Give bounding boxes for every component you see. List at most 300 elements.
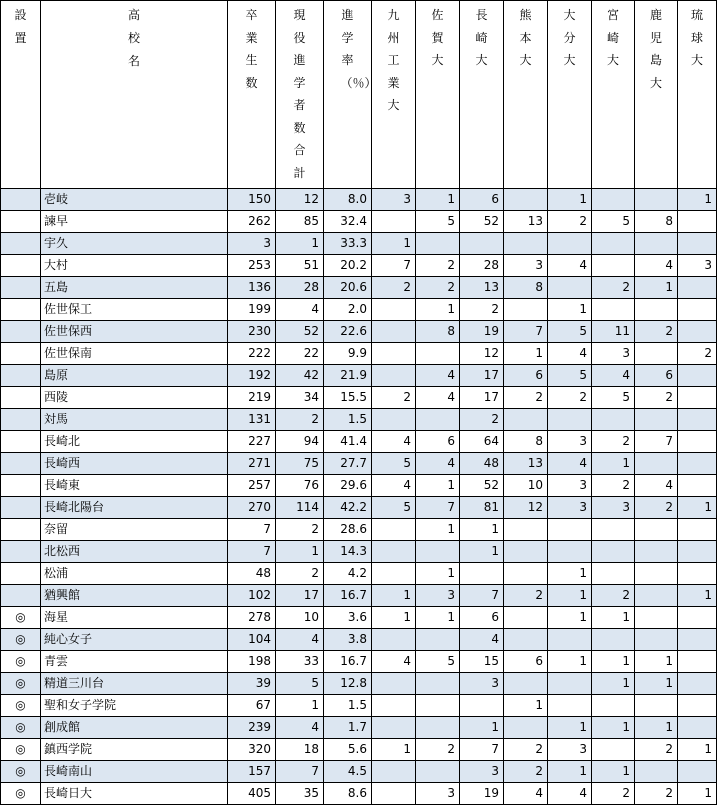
miyazaki-cell xyxy=(592,739,635,761)
rate-cell: 4.2 xyxy=(324,563,372,585)
table-row xyxy=(1,277,717,299)
rate-cell: 20.6 xyxy=(324,277,372,299)
header-row xyxy=(1,1,717,189)
current-total-cell: 2 xyxy=(276,519,324,541)
nagasaki-cell: 6 xyxy=(460,607,504,629)
kumamoto-cell xyxy=(504,629,548,651)
miyazaki-cell: 5 xyxy=(592,211,635,233)
kagoshima-cell xyxy=(635,233,678,255)
table-row xyxy=(1,541,717,563)
nagasaki-cell: 19 xyxy=(460,783,504,805)
nagasaki-cell: 1 xyxy=(460,519,504,541)
kagoshima-cell: 2 xyxy=(635,497,678,519)
table-row xyxy=(1,519,717,541)
kagoshima-cell xyxy=(635,189,678,211)
miyazaki-cell: 3 xyxy=(592,343,635,365)
setchi-mark xyxy=(1,189,41,211)
saga-cell: 8 xyxy=(416,321,460,343)
graduates-cell: 102 xyxy=(228,585,276,607)
school-name: 対馬 xyxy=(41,409,228,431)
kyutech-cell xyxy=(372,629,416,651)
kumamoto-cell: 1 xyxy=(504,695,548,717)
kagoshima-cell xyxy=(635,343,678,365)
nagasaki-cell: 7 xyxy=(460,585,504,607)
nagasaki-cell xyxy=(460,563,504,585)
kumamoto-cell xyxy=(504,189,548,211)
graduates-cell: 104 xyxy=(228,629,276,651)
graduates-cell: 157 xyxy=(228,761,276,783)
kyutech-cell: 1 xyxy=(372,585,416,607)
nagasaki-cell: 15 xyxy=(460,651,504,673)
miyazaki-cell xyxy=(592,629,635,651)
kumamoto-cell: 1 xyxy=(504,343,548,365)
miyazaki-cell: 1 xyxy=(592,761,635,783)
miyazaki-cell xyxy=(592,255,635,277)
ryukyu-cell xyxy=(678,409,717,431)
graduates-cell: 230 xyxy=(228,321,276,343)
graduates-cell: 136 xyxy=(228,277,276,299)
kagoshima-cell xyxy=(635,409,678,431)
oita-cell: 3 xyxy=(548,475,592,497)
kyutech-cell xyxy=(372,673,416,695)
miyazaki-cell: 1 xyxy=(592,717,635,739)
current-total-cell: 76 xyxy=(276,475,324,497)
current-total-cell: 94 xyxy=(276,431,324,453)
nagasaki-cell: 17 xyxy=(460,387,504,409)
kagoshima-cell xyxy=(635,299,678,321)
saga-cell: 7 xyxy=(416,497,460,519)
ryukyu-cell xyxy=(678,651,717,673)
header-miyazaki: 宮崎大 xyxy=(592,1,635,189)
kagoshima-cell xyxy=(635,695,678,717)
graduates-cell: 131 xyxy=(228,409,276,431)
nagasaki-cell: 13 xyxy=(460,277,504,299)
kumamoto-cell xyxy=(504,563,548,585)
miyazaki-cell: 5 xyxy=(592,387,635,409)
kumamoto-cell xyxy=(504,541,548,563)
ryukyu-cell xyxy=(678,321,717,343)
setchi-mark: ◎ xyxy=(1,629,41,651)
nagasaki-cell: 19 xyxy=(460,321,504,343)
kyutech-cell xyxy=(372,783,416,805)
saga-cell: 6 xyxy=(416,431,460,453)
ryukyu-cell xyxy=(678,365,717,387)
kumamoto-cell xyxy=(504,717,548,739)
school-name: 長崎日大 xyxy=(41,783,228,805)
table-row xyxy=(1,233,717,255)
ryukyu-cell: 2 xyxy=(678,343,717,365)
header-rate: 進学率（％） xyxy=(324,1,372,189)
nagasaki-cell: 81 xyxy=(460,497,504,519)
ryukyu-cell xyxy=(678,673,717,695)
kumamoto-cell xyxy=(504,299,548,321)
miyazaki-cell xyxy=(592,563,635,585)
saga-cell: 1 xyxy=(416,519,460,541)
kyutech-cell: 1 xyxy=(372,607,416,629)
current-total-cell: 34 xyxy=(276,387,324,409)
oita-cell: 2 xyxy=(548,387,592,409)
kyutech-cell xyxy=(372,409,416,431)
nagasaki-cell: 52 xyxy=(460,211,504,233)
saga-cell: 4 xyxy=(416,387,460,409)
ryukyu-cell xyxy=(678,541,717,563)
rate-cell: 28.6 xyxy=(324,519,372,541)
graduates-cell: 239 xyxy=(228,717,276,739)
current-total-cell: 18 xyxy=(276,739,324,761)
oita-cell: 4 xyxy=(548,783,592,805)
table-row xyxy=(1,299,717,321)
kyutech-cell: 4 xyxy=(372,475,416,497)
table-row xyxy=(1,739,717,761)
nagasaki-cell: 6 xyxy=(460,189,504,211)
table-row xyxy=(1,607,717,629)
rate-cell: 21.9 xyxy=(324,365,372,387)
table-row xyxy=(1,673,717,695)
oita-cell: 1 xyxy=(548,607,592,629)
graduates-cell: 320 xyxy=(228,739,276,761)
saga-cell xyxy=(416,541,460,563)
miyazaki-cell: 2 xyxy=(592,585,635,607)
graduates-cell: 222 xyxy=(228,343,276,365)
ryukyu-cell xyxy=(678,453,717,475)
saga-cell: 2 xyxy=(416,255,460,277)
current-total-cell: 17 xyxy=(276,585,324,607)
header-graduates: 卒業生数 xyxy=(228,1,276,189)
current-total-cell: 114 xyxy=(276,497,324,519)
miyazaki-cell: 2 xyxy=(592,783,635,805)
kumamoto-cell: 13 xyxy=(504,211,548,233)
rate-cell: 1.7 xyxy=(324,717,372,739)
rate-cell: 27.7 xyxy=(324,453,372,475)
setchi-mark xyxy=(1,255,41,277)
kagoshima-cell: 2 xyxy=(635,739,678,761)
setchi-mark xyxy=(1,277,41,299)
nagasaki-cell: 1 xyxy=(460,717,504,739)
saga-cell: 2 xyxy=(416,739,460,761)
setchi-mark xyxy=(1,431,41,453)
graduates-cell: 253 xyxy=(228,255,276,277)
setchi-mark xyxy=(1,233,41,255)
setchi-mark: ◎ xyxy=(1,607,41,629)
current-total-cell: 12 xyxy=(276,189,324,211)
ryukyu-cell: 1 xyxy=(678,189,717,211)
kagoshima-cell xyxy=(635,629,678,651)
header-kagoshima: 鹿児島大 xyxy=(635,1,678,189)
kyutech-cell: 2 xyxy=(372,387,416,409)
miyazaki-cell: 2 xyxy=(592,475,635,497)
graduates-cell: 227 xyxy=(228,431,276,453)
kyutech-cell xyxy=(372,519,416,541)
graduates-cell: 199 xyxy=(228,299,276,321)
rate-cell: 4.5 xyxy=(324,761,372,783)
ryukyu-cell xyxy=(678,387,717,409)
rate-cell: 1.5 xyxy=(324,695,372,717)
table-row xyxy=(1,497,717,519)
setchi-mark: ◎ xyxy=(1,673,41,695)
current-total-cell: 35 xyxy=(276,783,324,805)
setchi-mark xyxy=(1,585,41,607)
rate-cell: 1.5 xyxy=(324,409,372,431)
kumamoto-cell: 13 xyxy=(504,453,548,475)
rate-cell: 3.8 xyxy=(324,629,372,651)
school-name: 長崎西 xyxy=(41,453,228,475)
oita-cell: 5 xyxy=(548,365,592,387)
graduates-cell: 7 xyxy=(228,519,276,541)
ryukyu-cell: 1 xyxy=(678,783,717,805)
kagoshima-cell: 6 xyxy=(635,365,678,387)
current-total-cell: 22 xyxy=(276,343,324,365)
kagoshima-cell xyxy=(635,453,678,475)
miyazaki-cell: 1 xyxy=(592,607,635,629)
saga-cell xyxy=(416,761,460,783)
kagoshima-cell: 2 xyxy=(635,321,678,343)
current-total-cell: 4 xyxy=(276,299,324,321)
table-row xyxy=(1,761,717,783)
ryukyu-cell xyxy=(678,629,717,651)
oita-cell: 3 xyxy=(548,739,592,761)
miyazaki-cell: 3 xyxy=(592,497,635,519)
school-name: 西陵 xyxy=(41,387,228,409)
oita-cell xyxy=(548,629,592,651)
oita-cell: 1 xyxy=(548,189,592,211)
header-kyutech: 九州工業大 xyxy=(372,1,416,189)
table-row xyxy=(1,585,717,607)
setchi-mark xyxy=(1,453,41,475)
oita-cell: 3 xyxy=(548,431,592,453)
current-total-cell: 28 xyxy=(276,277,324,299)
nagasaki-cell: 2 xyxy=(460,409,504,431)
current-total-cell: 2 xyxy=(276,563,324,585)
graduates-cell: 270 xyxy=(228,497,276,519)
kyutech-cell: 3 xyxy=(372,189,416,211)
rate-cell: 20.2 xyxy=(324,255,372,277)
saga-cell: 1 xyxy=(416,563,460,585)
current-total-cell: 51 xyxy=(276,255,324,277)
school-name: 猶興館 xyxy=(41,585,228,607)
oita-cell: 1 xyxy=(548,651,592,673)
oita-cell xyxy=(548,673,592,695)
kagoshima-cell: 2 xyxy=(635,387,678,409)
oita-cell: 5 xyxy=(548,321,592,343)
nagasaki-cell: 3 xyxy=(460,673,504,695)
saga-cell xyxy=(416,673,460,695)
saga-cell xyxy=(416,695,460,717)
school-name: 諫早 xyxy=(41,211,228,233)
table-row xyxy=(1,211,717,233)
graduates-cell: 7 xyxy=(228,541,276,563)
school-name: 奈留 xyxy=(41,519,228,541)
kumamoto-cell: 6 xyxy=(504,651,548,673)
rate-cell: 22.6 xyxy=(324,321,372,343)
kagoshima-cell xyxy=(635,519,678,541)
ryukyu-cell: 1 xyxy=(678,739,717,761)
school-name: 北松西 xyxy=(41,541,228,563)
saga-cell: 1 xyxy=(416,189,460,211)
school-name: 佐世保工 xyxy=(41,299,228,321)
miyazaki-cell xyxy=(592,409,635,431)
kyutech-cell xyxy=(372,299,416,321)
oita-cell: 2 xyxy=(548,211,592,233)
graduates-cell: 39 xyxy=(228,673,276,695)
miyazaki-cell xyxy=(592,233,635,255)
oita-cell xyxy=(548,519,592,541)
kumamoto-cell: 2 xyxy=(504,761,548,783)
school-name: 長崎南山 xyxy=(41,761,228,783)
miyazaki-cell: 2 xyxy=(592,431,635,453)
kumamoto-cell: 4 xyxy=(504,783,548,805)
school-name: 精道三川台 xyxy=(41,673,228,695)
nagasaki-cell: 52 xyxy=(460,475,504,497)
kagoshima-cell: 1 xyxy=(635,717,678,739)
school-name: 長崎東 xyxy=(41,475,228,497)
kumamoto-cell: 8 xyxy=(504,277,548,299)
kumamoto-cell: 12 xyxy=(504,497,548,519)
kyutech-cell xyxy=(372,761,416,783)
saga-cell: 3 xyxy=(416,585,460,607)
kyutech-cell xyxy=(372,321,416,343)
header-ryukyu: 琉球大 xyxy=(678,1,717,189)
graduates-cell: 150 xyxy=(228,189,276,211)
miyazaki-cell: 1 xyxy=(592,651,635,673)
ryukyu-cell xyxy=(678,277,717,299)
school-name: 鎮西学院 xyxy=(41,739,228,761)
kagoshima-cell: 2 xyxy=(635,783,678,805)
oita-cell: 3 xyxy=(548,497,592,519)
setchi-mark xyxy=(1,519,41,541)
setchi-mark xyxy=(1,211,41,233)
rate-cell: 32.4 xyxy=(324,211,372,233)
kumamoto-cell: 2 xyxy=(504,387,548,409)
kyutech-cell: 7 xyxy=(372,255,416,277)
current-total-cell: 75 xyxy=(276,453,324,475)
oita-cell: 1 xyxy=(548,585,592,607)
graduates-cell: 67 xyxy=(228,695,276,717)
nagasaki-cell: 4 xyxy=(460,629,504,651)
kyutech-cell: 4 xyxy=(372,431,416,453)
kumamoto-cell: 8 xyxy=(504,431,548,453)
miyazaki-cell: 1 xyxy=(592,673,635,695)
current-total-cell: 4 xyxy=(276,717,324,739)
ryukyu-cell: 1 xyxy=(678,585,717,607)
kyutech-cell xyxy=(372,211,416,233)
table-row xyxy=(1,695,717,717)
graduates-cell: 257 xyxy=(228,475,276,497)
header-nagasaki: 長崎大 xyxy=(460,1,504,189)
ryukyu-cell xyxy=(678,475,717,497)
oita-cell: 1 xyxy=(548,563,592,585)
kyutech-cell xyxy=(372,563,416,585)
setchi-mark xyxy=(1,365,41,387)
nagasaki-cell: 3 xyxy=(460,761,504,783)
rate-cell: 12.8 xyxy=(324,673,372,695)
school-name: 純心女子 xyxy=(41,629,228,651)
setchi-mark: ◎ xyxy=(1,651,41,673)
rate-cell: 14.3 xyxy=(324,541,372,563)
nagasaki-cell: 64 xyxy=(460,431,504,453)
kyutech-cell: 1 xyxy=(372,233,416,255)
rate-cell: 15.5 xyxy=(324,387,372,409)
kyutech-cell xyxy=(372,717,416,739)
ryukyu-cell xyxy=(678,761,717,783)
graduates-cell: 278 xyxy=(228,607,276,629)
rate-cell: 29.6 xyxy=(324,475,372,497)
kumamoto-cell xyxy=(504,673,548,695)
graduates-cell: 219 xyxy=(228,387,276,409)
oita-cell: 4 xyxy=(548,255,592,277)
header-saga: 佐賀大 xyxy=(416,1,460,189)
current-total-cell: 1 xyxy=(276,695,324,717)
nagasaki-cell: 12 xyxy=(460,343,504,365)
ryukyu-cell xyxy=(678,233,717,255)
rate-cell: 42.2 xyxy=(324,497,372,519)
saga-cell: 5 xyxy=(416,651,460,673)
setchi-mark xyxy=(1,409,41,431)
rate-cell: 2.0 xyxy=(324,299,372,321)
kumamoto-cell: 7 xyxy=(504,321,548,343)
school-name: 海星 xyxy=(41,607,228,629)
oita-cell xyxy=(548,277,592,299)
saga-cell xyxy=(416,409,460,431)
setchi-mark: ◎ xyxy=(1,783,41,805)
ryukyu-cell xyxy=(678,211,717,233)
ryukyu-cell xyxy=(678,519,717,541)
rate-cell: 8.0 xyxy=(324,189,372,211)
miyazaki-cell: 1 xyxy=(592,453,635,475)
table-row xyxy=(1,717,717,739)
current-total-cell: 1 xyxy=(276,233,324,255)
header-oita: 大分大 xyxy=(548,1,592,189)
kyutech-cell xyxy=(372,343,416,365)
nagasaki-cell: 1 xyxy=(460,541,504,563)
header-setchi: 設置 xyxy=(1,1,41,189)
kumamoto-cell: 6 xyxy=(504,365,548,387)
miyazaki-cell: 2 xyxy=(592,277,635,299)
school-name: 五島 xyxy=(41,277,228,299)
nagasaki-cell: 28 xyxy=(460,255,504,277)
current-total-cell: 33 xyxy=(276,651,324,673)
oita-cell: 1 xyxy=(548,717,592,739)
rate-cell: 9.9 xyxy=(324,343,372,365)
table-row xyxy=(1,387,717,409)
kagoshima-cell: 1 xyxy=(635,277,678,299)
header-kumamoto: 熊本大 xyxy=(504,1,548,189)
setchi-mark xyxy=(1,299,41,321)
kagoshima-cell xyxy=(635,607,678,629)
current-total-cell: 85 xyxy=(276,211,324,233)
ryukyu-cell xyxy=(678,607,717,629)
school-name: 長崎北陽台 xyxy=(41,497,228,519)
setchi-mark: ◎ xyxy=(1,761,41,783)
saga-cell: 3 xyxy=(416,783,460,805)
kagoshima-cell xyxy=(635,541,678,563)
oita-cell xyxy=(548,695,592,717)
saga-cell: 5 xyxy=(416,211,460,233)
table-row xyxy=(1,431,717,453)
school-name: 佐世保西 xyxy=(41,321,228,343)
graduates-cell: 192 xyxy=(228,365,276,387)
current-total-cell: 2 xyxy=(276,409,324,431)
ryukyu-cell xyxy=(678,563,717,585)
header-current-total: 現役進学者数合計 xyxy=(276,1,324,189)
saga-cell: 1 xyxy=(416,607,460,629)
rate-cell: 16.7 xyxy=(324,585,372,607)
current-total-cell: 5 xyxy=(276,673,324,695)
rate-cell: 33.3 xyxy=(324,233,372,255)
school-name: 長崎北 xyxy=(41,431,228,453)
kyutech-cell: 4 xyxy=(372,651,416,673)
current-total-cell: 42 xyxy=(276,365,324,387)
setchi-mark xyxy=(1,563,41,585)
